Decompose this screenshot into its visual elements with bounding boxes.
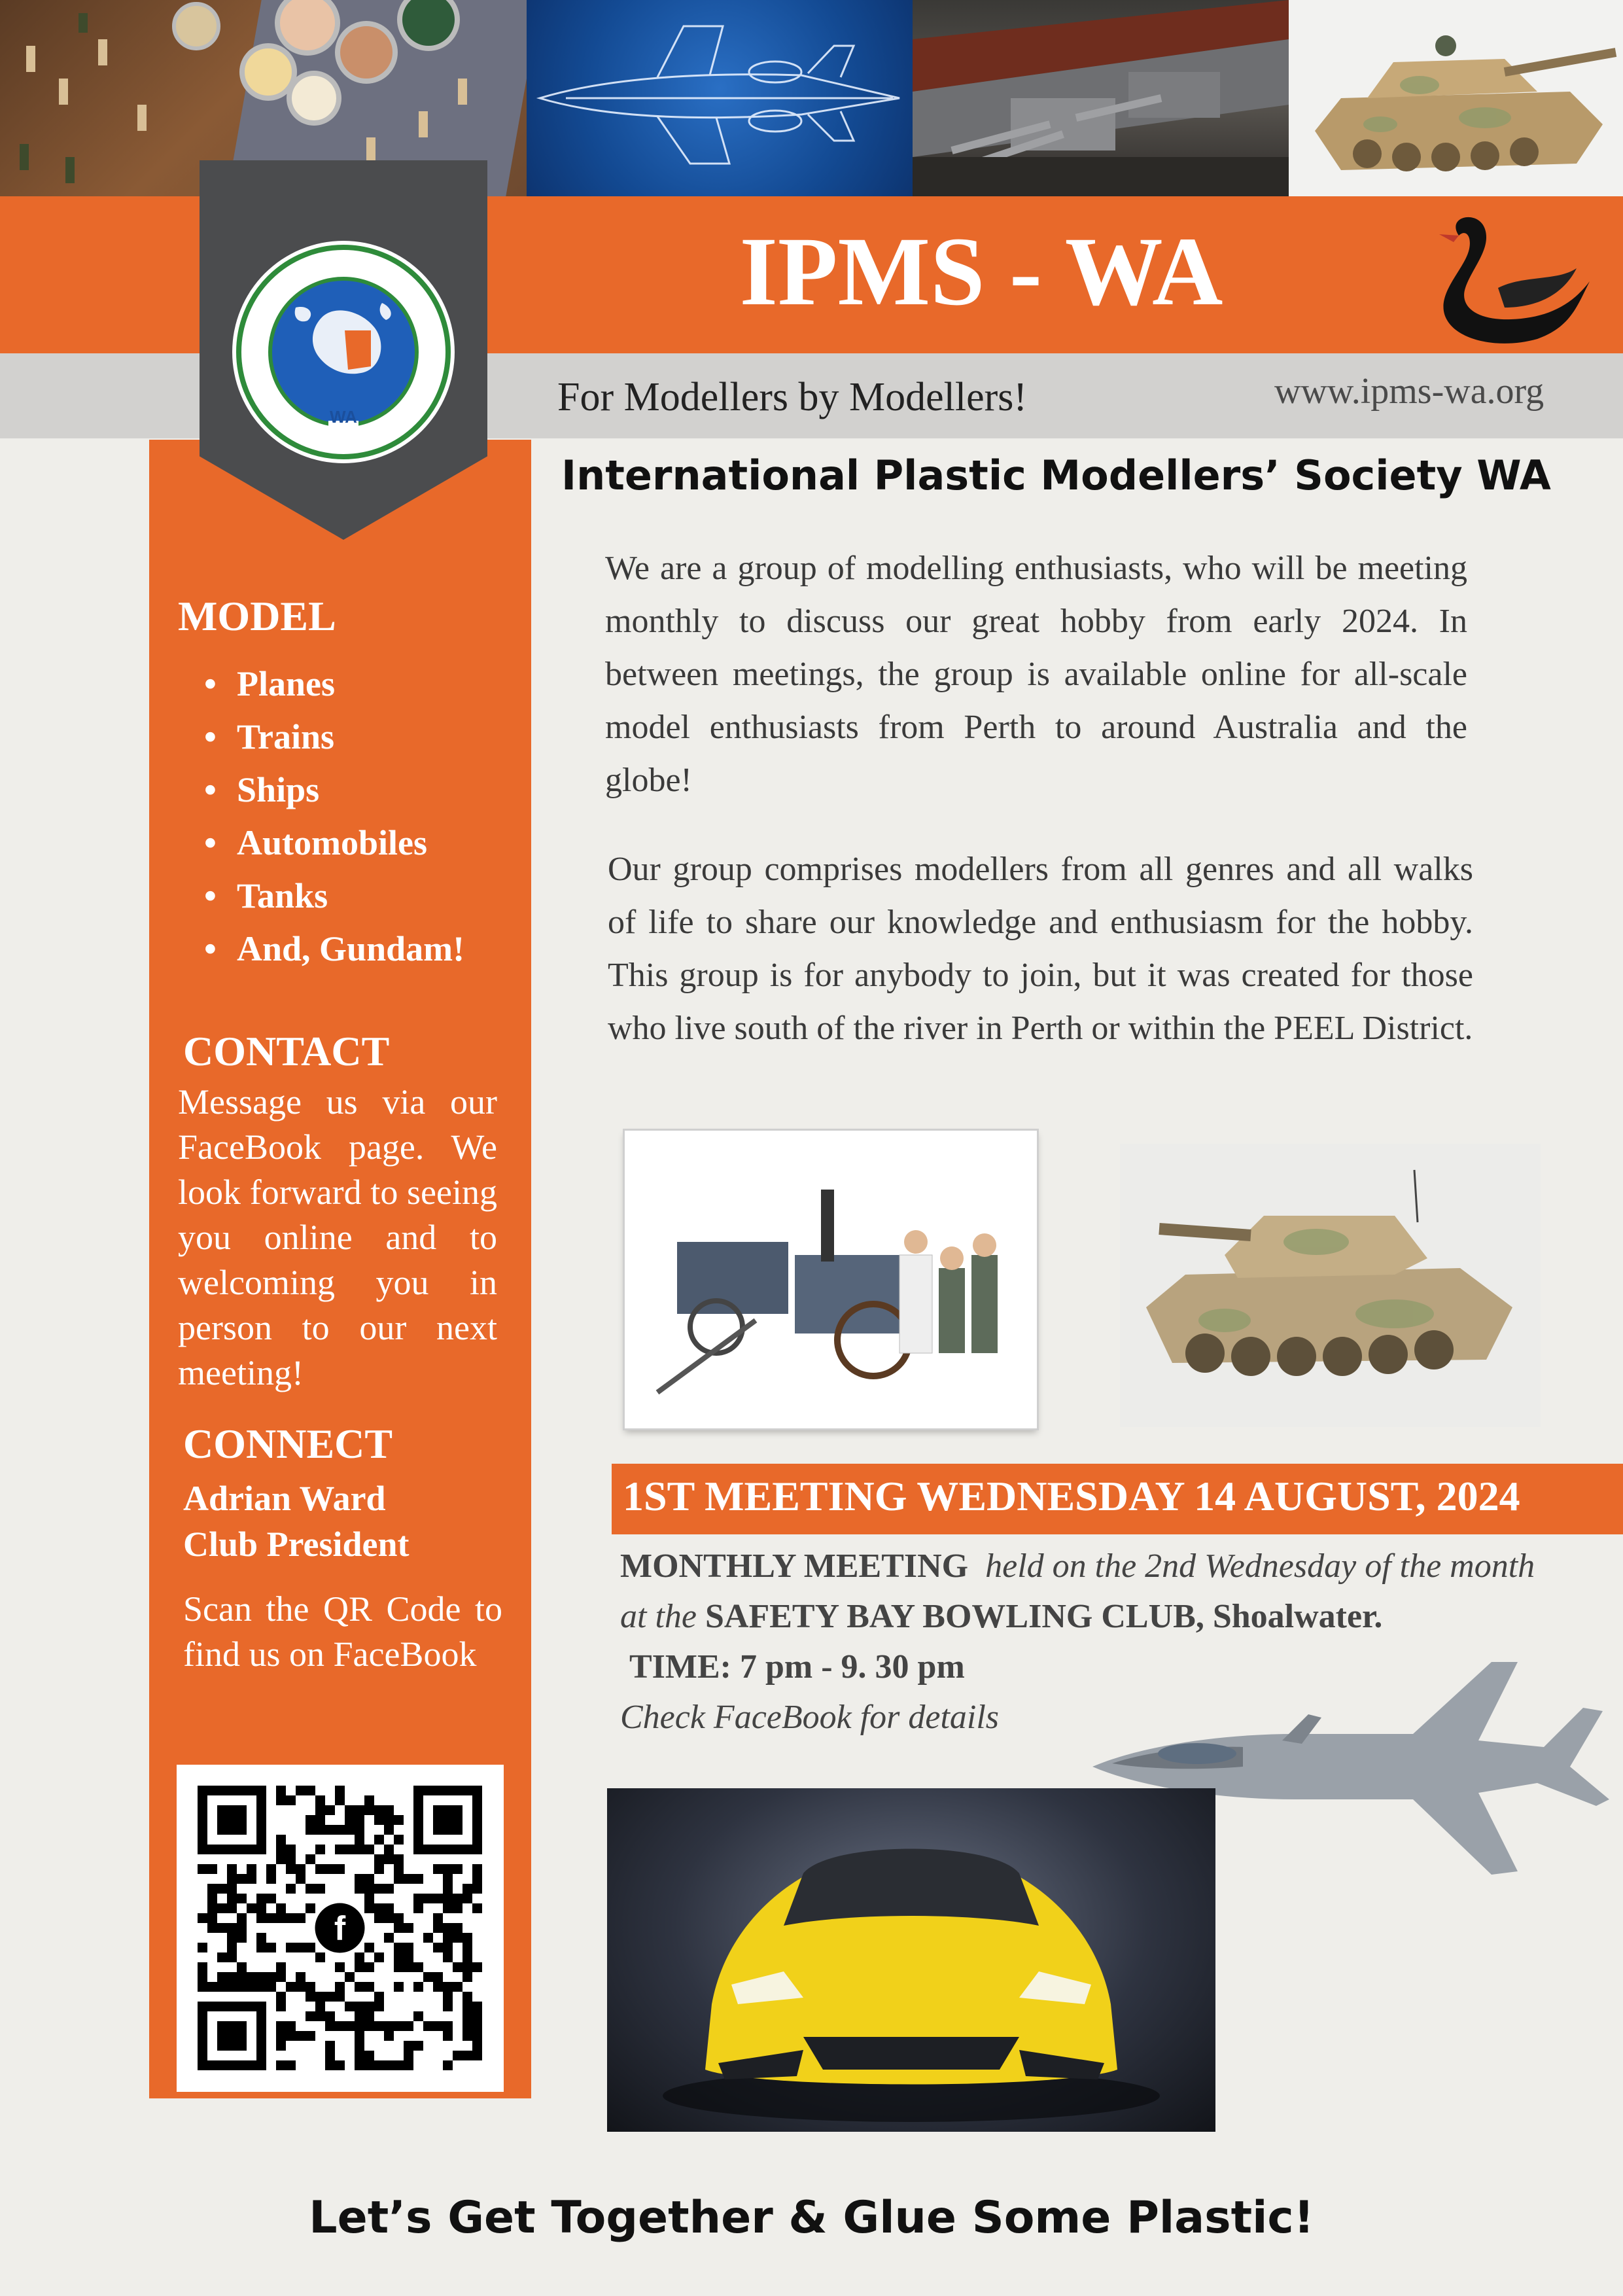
panther-tank-model-photo: [1120, 1144, 1541, 1427]
website-link[interactable]: www.ipms-wa.org: [1274, 371, 1544, 412]
intro-paragraph: We are a group of modelling enthusiasts, who will be meeting monthly to discuss our great hobby from early 2024. In between meetings, the group is available online for all-scale model enthusiasts from Perth to around Australia and the globe!: [605, 550, 1467, 799]
yellow-sports-car-photo: [607, 1788, 1215, 2132]
black-swan-icon: [1420, 209, 1596, 347]
meeting-label: MONTHLY MEETING: [620, 1547, 969, 1585]
model-heading: MODEL: [178, 593, 336, 639]
tank-model-photo: [1289, 0, 1623, 196]
meeting-schedule: held on the 2nd Wednesday of the month: [985, 1547, 1535, 1585]
connect-role: Club President: [183, 1525, 410, 1564]
qr-instructions: Scan the QR Code to find us on FaceBook: [183, 1589, 502, 1674]
contact-heading: CONTACT: [183, 1028, 390, 1074]
connect-name: Adrian Ward: [183, 1479, 386, 1518]
meeting-headline: 1ST MEETING WEDNESDAY 14 AUGUST, 2024: [623, 1473, 1520, 1519]
society-name: International Plastic Modellers’ Society WA: [561, 451, 1551, 499]
list-item: • Tanks: [196, 870, 523, 923]
meeting-venue: SAFETY BAY BOWLING CLUB, Shoalwater.: [705, 1598, 1383, 1635]
meeting-time: TIME: 7 pm - 9. 30 pm: [629, 1648, 965, 1686]
contact-text: Message us via our FaceBook page. We look forward to seeing you online and to welcoming you in person to our next meeting!: [178, 1082, 497, 1392]
tagline: For Modellers by Modellers!: [557, 375, 1028, 419]
meeting-at: at the: [620, 1598, 697, 1635]
footer-slogan: Let’s Get Together & Glue Some Plastic!: [309, 2192, 1314, 2244]
connect-heading: CONNECT: [183, 1421, 393, 1467]
list-item: • Planes: [196, 658, 523, 711]
aircraft-blueprint-photo: [527, 0, 913, 196]
list-item: • Trains: [196, 711, 523, 764]
facebook-qr-code[interactable]: [177, 1765, 504, 2092]
page-title: IPMS - WA: [739, 217, 1223, 326]
model-list: [196, 658, 523, 976]
battleship-model-photo: [913, 0, 1289, 196]
logo-region-text: WA: [330, 407, 357, 427]
list-item: • Ships: [196, 764, 523, 817]
svg-text:f: f: [334, 1909, 346, 1948]
meeting-note: Check FaceBook for details: [620, 1699, 1000, 1736]
about-paragraph: Our group comprises modellers from all genres and all walks of life to share our knowledge and enthusiasm for the hobby. This group is for anybody to join, but it was created for those who live south of the river in Perth or within the PEEL District.: [608, 851, 1473, 1047]
list-item: • Automobiles: [196, 817, 523, 870]
field-kitchen-model-photo: [625, 1131, 1037, 1428]
list-item: • And, Gundam!: [196, 923, 523, 976]
